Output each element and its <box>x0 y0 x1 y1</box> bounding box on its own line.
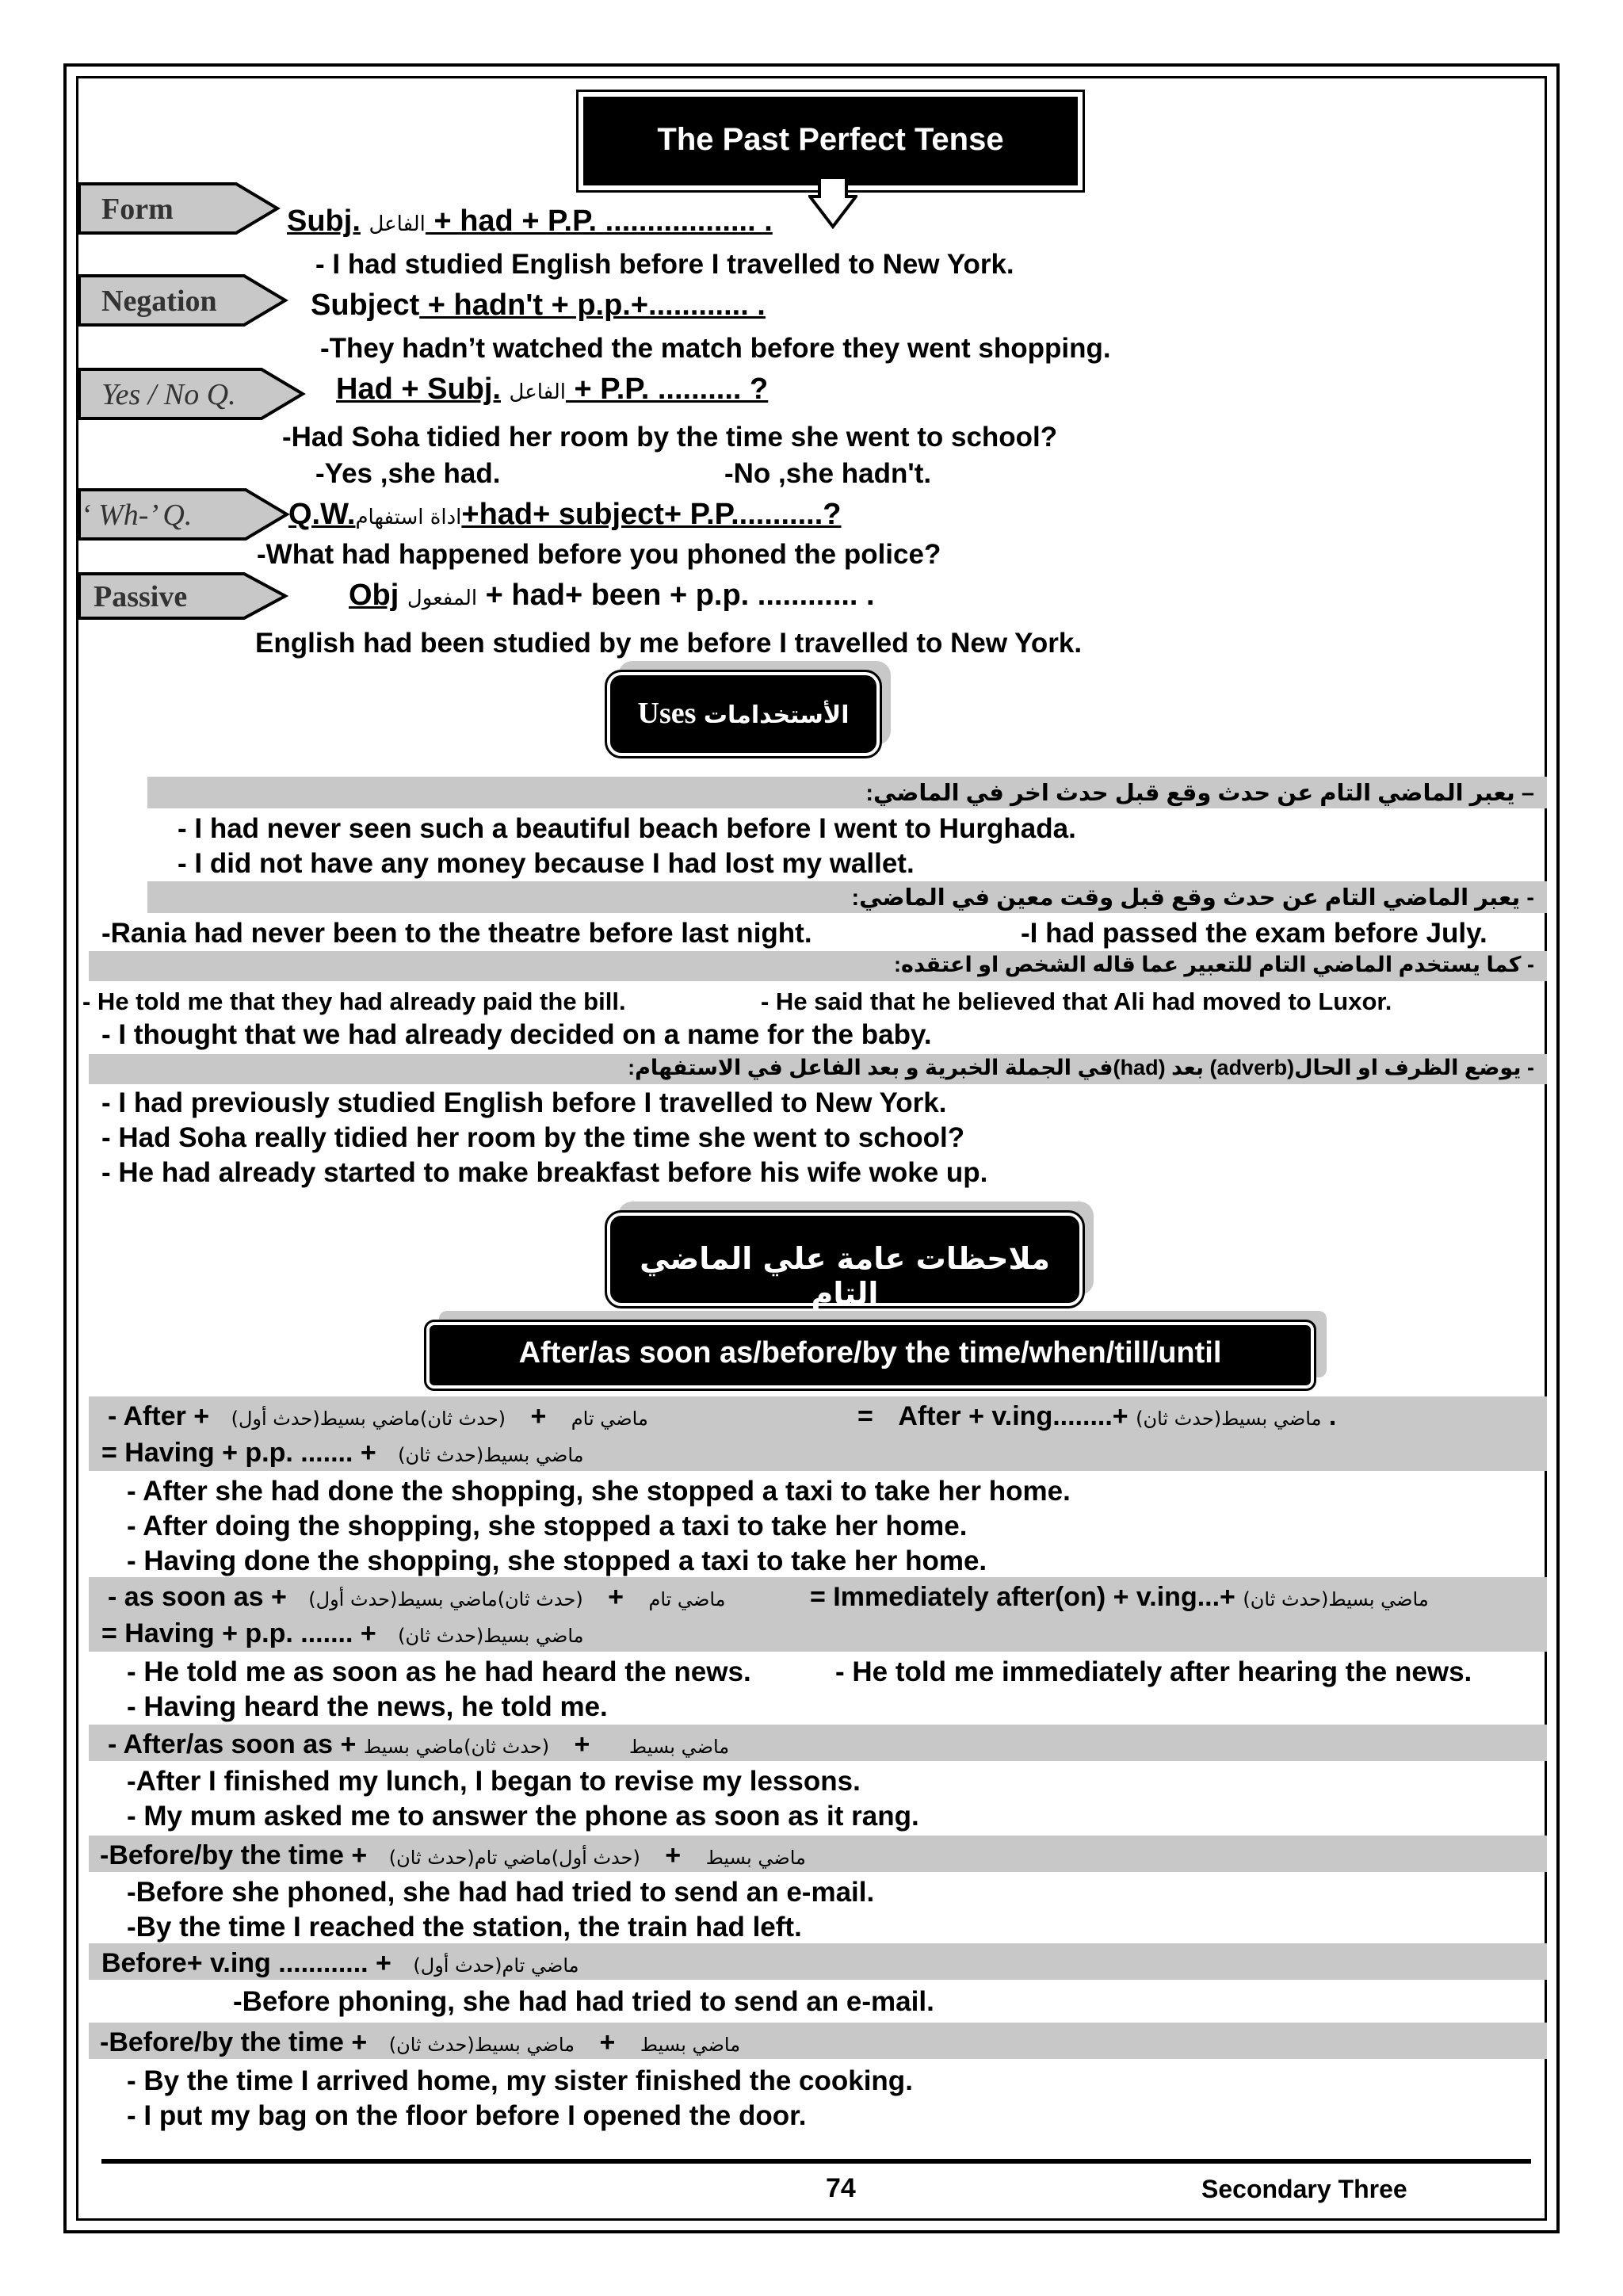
rule-1-alt-past-simple: ماضي بسيط <box>1221 1408 1322 1430</box>
passive-formula-arabic: المفعول <box>407 586 478 610</box>
rule-1-plus: + <box>530 1401 547 1431</box>
use-4-example-1: - I had previously studied English before I travelled to New York. <box>101 1087 947 1118</box>
rule-2-as-soon-as: - as soon as + <box>108 1582 287 1612</box>
rule-4-past-perfect: ماضي تام <box>474 1847 552 1869</box>
use-2-heading: - يعبر الماضي التام عن حدث وقع قبل وقت معين في الماضي: <box>851 885 1534 911</box>
tab-passive-label: Passive <box>94 580 188 613</box>
uses-badge-en: Uses <box>637 697 697 730</box>
rule-2-line-2 <box>101 1618 584 1649</box>
rule-3-second-event: (حدث ثان) <box>464 1736 550 1758</box>
yes-answer: -Yes ,she had. <box>315 458 501 489</box>
rule-2-alt <box>810 1582 1429 1613</box>
rule-6-line <box>100 2027 740 2058</box>
rule-6-second-event: (حدث ثان) <box>388 2034 475 2056</box>
rule-2-line-1 <box>108 1582 725 1613</box>
uses-badge-text <box>610 696 876 731</box>
rule-4-past-simple: ماضي بسيط <box>705 1847 806 1869</box>
rule-6-past-simple-1: ماضي بسيط <box>640 2034 741 2056</box>
rule-3-plus: + <box>574 1729 590 1759</box>
rule-5-first-event: (حدث أول) <box>413 1954 502 1977</box>
rule-1-line-1 <box>108 1401 648 1432</box>
rule-1-second-event: (حدث ثان) <box>420 1408 506 1430</box>
rule-3-past-simple-2: ماضي بسيط <box>363 1736 464 1758</box>
notes-badge <box>607 1213 1083 1311</box>
tab-negation <box>78 274 290 327</box>
rule-5-past-perfect: ماضي تام <box>502 1954 579 1977</box>
passive-example: English had been studied by me before I travelled to New York. <box>255 628 1083 659</box>
rule-1-equals: = <box>857 1401 873 1431</box>
rule-1-example-3: - Having done the shopping, she stopped a taxi to take her home. <box>127 1545 987 1576</box>
rule-2-past-simple: ماضي بسيط <box>397 1588 498 1610</box>
tab-yes-no <box>78 368 307 420</box>
rule-2-immediately: = Immediately after(on) + v.ing...+ <box>810 1582 1235 1612</box>
use-3-example-2: - He said that he believed that Ali had moved to Luxor. <box>761 988 1392 1015</box>
title-arrow-icon <box>808 178 857 230</box>
form-formula-rest: + had + P.P. .................. . <box>425 204 773 238</box>
no-answer: -No ,she hadn't. <box>724 458 932 489</box>
rule-2-alt-past-simple: ماضي بسيط <box>1328 1588 1429 1610</box>
passive-formula <box>349 579 875 613</box>
rule-5-before-ving: Before+ v.ing ............ + <box>101 1948 391 1978</box>
tab-negation-label: Negation <box>101 285 217 318</box>
rule-4-first-event: (حدث أول) <box>551 1847 640 1869</box>
rule-4-line <box>100 1840 806 1871</box>
rule-2-example-2: - He told me immediately after hearing the news. <box>835 1656 1472 1687</box>
rule-2-second-event: (حدث ثان) <box>497 1588 583 1610</box>
rule-2-plus: + <box>608 1582 624 1612</box>
yes-no-formula-rest: + P.P. .......... ? <box>565 372 769 406</box>
use-4-example-2: - Had Soha really tidied her room by the time she went to school? <box>101 1122 965 1153</box>
rule-2-first-event: (حدث أول) <box>308 1588 398 1610</box>
rule-4-example-2: -By the time I reached the station, the train had left. <box>127 1912 802 1943</box>
use-4-heading: - يوضع الظرف او الحال(adverb) بعد (had)في الجملة الخبرية و بعد الفاعل في الاستفهام: <box>628 1056 1534 1079</box>
use-4-example-3: - He had already started to make breakfast before his wife woke up. <box>101 1157 988 1188</box>
footer-divider <box>101 2159 1531 2164</box>
rule-1-dot: . <box>1328 1401 1337 1431</box>
use-3-heading: - كما يستخدم الماضي التام للتعبير عما قاله الشخص او اعتقده: <box>894 953 1534 976</box>
rule-1-after: - After + <box>108 1401 210 1431</box>
rule-2-past-perfect: ماضي تام <box>648 1588 726 1610</box>
rule-2-having: = Having + p.p. ....... + <box>101 1618 376 1648</box>
tab-wh-label: ‘ Wh-’ Q. <box>81 499 193 532</box>
rule-3-after-as-soon-as: - After/as soon as + <box>108 1729 357 1759</box>
rule-3-example-2: - My mum asked me to answer the phone as soon as it rang. <box>127 1801 919 1832</box>
tab-passive <box>78 572 290 625</box>
rule-6-before-by-the-time: -Before/by the time + <box>100 2027 368 2057</box>
rule-4-before-by-the-time: -Before/by the time + <box>100 1840 368 1870</box>
rule-4-plus: + <box>665 1840 682 1870</box>
use-3-example-3: - I thought that we had already decided on a name for the baby. <box>101 1019 932 1050</box>
use-1-example-1: - I had never seen such a beautiful beach before I went to Hurghada. <box>178 813 1076 844</box>
rule-1-first-event: (حدث أول) <box>231 1408 320 1430</box>
rule-2-having-past-simple: ماضي بسيط <box>483 1625 584 1647</box>
rule-4-second-event: (حدث ثان) <box>388 1847 475 1869</box>
rule-6-plus: + <box>599 2027 616 2057</box>
form-formula <box>287 204 773 239</box>
tab-form <box>78 182 284 235</box>
rule-5-example-1: -Before phoning, she had had tried to send an e-mail. <box>233 1986 934 2017</box>
rule-2-having-second-event: (حدث ثان) <box>398 1625 484 1647</box>
tab-wh <box>78 488 292 541</box>
rule-2-example-1: - He told me as soon as he had heard the news. <box>127 1656 751 1687</box>
rule-1-line-2 <box>101 1438 584 1469</box>
form-formula-subject: Subj. <box>287 204 361 238</box>
rule-2-example-3: - Having heard the news, he told me. <box>127 1691 608 1722</box>
tab-yes-no-label: Yes / No Q. <box>101 378 236 411</box>
use-1-example-2: - I did not have any money because I had lost my wallet. <box>178 848 915 879</box>
rule-1-having: = Having + p.p. ....... + <box>101 1438 376 1468</box>
rule-1-past-simple: ماضي بسيط <box>319 1408 421 1430</box>
rule-2-alt-second-event: (حدث ثان) <box>1243 1588 1329 1610</box>
rule-1-alt <box>857 1401 1336 1432</box>
page-title-box <box>583 97 1078 185</box>
page-title: The Past Perfect Tense <box>657 122 1004 157</box>
rule-1-past-perfect: ماضي تام <box>571 1408 648 1430</box>
use-2-example-2: -I had passed the exam before July. <box>1021 918 1487 949</box>
conjunction-bar <box>426 1322 1314 1389</box>
use-1-heading: – يعبر الماضي التام عن حدث وقع قبل حدث اخر في الماضي: <box>865 781 1534 806</box>
uses-badge-ar: الأستخدامات <box>703 701 850 729</box>
negation-formula-subject: Subject <box>311 288 420 322</box>
wh-formula-rest: +had+ subject+ P.P...........? <box>461 498 842 531</box>
rule-1-having-second-event: (حدث ثان) <box>398 1444 484 1466</box>
rule-4-example-1: -Before she phoned, she had had tried to send an e-mail. <box>127 1877 875 1908</box>
wh-formula <box>288 498 841 532</box>
yes-no-formula-start: Had + Subj. <box>336 372 501 406</box>
rule-3-past-simple-1: ماضي بسيط <box>628 1736 730 1758</box>
yes-no-formula <box>336 372 768 407</box>
rule-1-after-ving: After + v.ing........+ <box>898 1401 1128 1431</box>
form-formula-arabic: الفاعل <box>369 212 426 236</box>
rule-3-example-1: -After I finished my lunch, I began to revise my lessons. <box>127 1766 861 1797</box>
use-3-example-1: - He told me that they had already paid the bill. <box>82 988 626 1015</box>
yes-no-formula-arabic: الفاعل <box>509 380 566 404</box>
passive-formula-object: Obj <box>349 579 399 612</box>
wh-formula-qw: Q.W. <box>288 498 356 531</box>
rule-1-example-2: - After doing the shopping, she stopped a taxi to take her home. <box>127 1511 968 1541</box>
negation-formula <box>311 288 766 323</box>
wh-formula-arabic: اداة استفهام <box>355 506 462 529</box>
rule-1-having-past-simple: ماضي بسيط <box>483 1444 584 1466</box>
rule-1-example-1: - After she had done the shopping, she stopped a taxi to take her home. <box>127 1476 1071 1507</box>
negation-formula-rest: + hadn't + p.p.+............ . <box>419 288 766 322</box>
notes-badge-text: ملاحظات عامة علي الماضي التام <box>640 1241 1050 1311</box>
yes-no-example: -Had Soha tidied her room by the time she went to school? <box>282 422 1058 453</box>
page-number: 74 <box>826 2173 856 2203</box>
rule-6-example-2: - I put my bag on the floor before I opened the door. <box>127 2100 807 2131</box>
rule-1-alt-second-event: (حدث ثان) <box>1136 1408 1222 1430</box>
conjunction-bar-text: After/as soon as/before/by the time/when/till/until <box>518 1336 1222 1370</box>
form-example: - I had studied English before I travelled to New York. <box>315 249 1014 280</box>
wh-example: -What had happened before you phoned the police? <box>257 539 941 570</box>
footer-level: Secondary Three <box>1201 2175 1407 2203</box>
passive-formula-rest: + had+ been + p.p. ............ . <box>477 579 875 612</box>
rule-6-past-simple-2: ماضي بسيط <box>474 2034 575 2056</box>
negation-example: -They hadn’t watched the match before they went shopping. <box>320 333 1111 364</box>
use-2-example-1: -Rania had never been to the theatre before last night. <box>101 918 812 949</box>
uses-badge <box>607 672 880 756</box>
rule-3-line <box>108 1729 729 1760</box>
tab-form-label: Form <box>101 193 174 226</box>
rule-6-example-1: - By the time I arrived home, my sister finished the cooking. <box>127 2065 913 2096</box>
rule-5-line <box>101 1948 579 1979</box>
